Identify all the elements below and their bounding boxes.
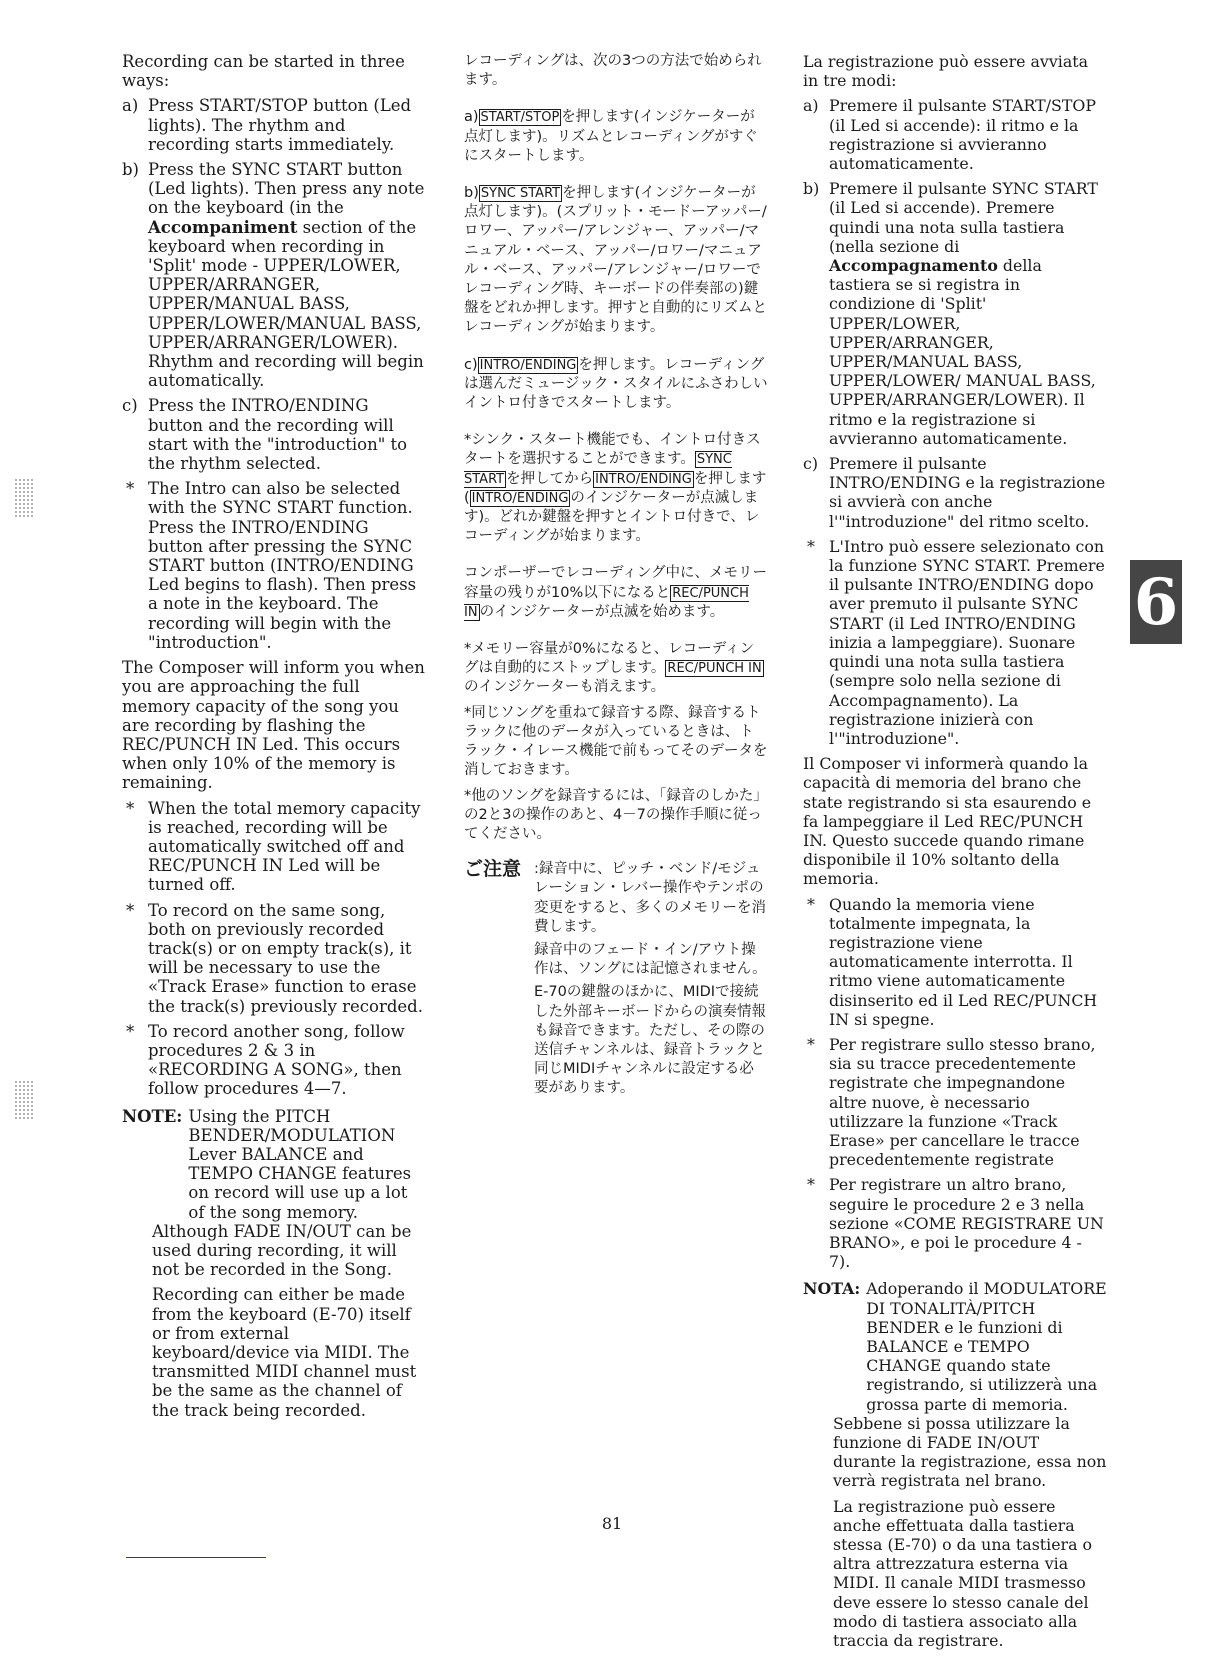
ja-step-b: b) SYNC START を押します(インジケーターが点灯します)。(スプリット・モードーアッパー/ロワー、アッパー/アレンジャー、アッパー/マニュアル・ベース、アッパー/ロワー/マニュアル・ベース、アッパー/アレンジャー/ロワーでレコーディング時、キーボードの伴奏部の)鍵盤をどれか押します。押すと自動的にリズムとレコーディングが始まります。 [464,185,768,336]
it-note-midi: La registrazione può essere anche effettuata dalla tastiera stessa (E-70) o da una tastiera o altra attrezzatura esterna via MIDI. Il canale MIDI trasmesso deve essere lo stesso canale del modo di tastiera associato alla traccia da registrare. [833,1496,1093,1651]
en-step-a: a) Press START/STOP button (Led lights). The rhythm and recording starts immediately. [122,96,412,154]
en-step-b: b) Press the SYNC START button (Led lights). Then press any note on the keyboard (in the Accompaniment section of the keyboard when recording in 'Split' mode - UPPER/LOWER, UPPER/ARRANGER, UPPER/MANUAL BASS, UPPER/LOWER/MANUAL BASS, UPPER/ARRANGER/LOWER). Rhythm and recording will begin automatically. [122,160,425,391]
it-step-a: a) Premere il pulsante START/STOP (il Led si accende): il ritmo e la registrazione si avvieranno automaticamente. [803,96,1096,174]
en-intro: Recording can be started in three ways: [122,52,405,91]
scan-speck [14,1080,34,1120]
it-note-memory-full: * Quando la memoria viene totalmente impegnata, la registrazione viene automaticamente interrotta. Il ritmo viene automaticamente disinserito ed il Led REC/PUNCH IN si spegne. [807,894,1098,1029]
ja-step-a: a) START/STOP を押します(インジケーターが点灯します)。リズムとレコーディングがすぐにスタートします。 [464,109,758,164]
it-note-intro-sync: * L'Intro può essere selezionato con la funzione SYNC START. Premere il pulsante INTRO/ENDING dopo aver premuto il pulsante SYNC START (il Led INTRO/ENDING inizia a lampeggiare). Suonare quindi una nota sulla tastiera (sempre solo nella sezione di Accompagnamento). La registrazione inizierà con l'"introduzione". [807,536,1105,748]
italian-column [803,52,1107,1656]
it-composer-paragraph: Il Composer vi informerà quando la capacità di memoria del brano che state registrando si sta esaurendo e fa lampeggiare il Led REC/PUNCH IN. Questo succede quando rimane disponibile il 10% soltanto della memoria. [803,754,1092,889]
en-note-fade: Although FADE IN/OUT can be used during recording, it will not be recorded in the Song. [152,1221,412,1280]
en-step-c: c) Press the INTRO/ENDING button and the recording will start with the "introduction" to the rhythm selected. [122,396,408,474]
ja-composer-paragraph: コンポーザーでレコーディング中に、メモリー容量の残りが10%以下になると REC/PUNCH IN のインジケーターが点滅を始めます。 [464,565,768,620]
rec-punch-in-button-ref: REC/PUNCH IN [464,585,749,620]
ja-note-intro-sync: *シンク・スタート機能でも、イントロ付きスタートを選択することができます。 SYNC START を押してから INTRO/ENDING を押します( INTRO/ENDING のインジケーターが点滅します)。どれか鍵盤を押すとイントロ付きで、レコーディングが始まります。 [464,432,767,545]
en-note-label: NOTE: [122,1106,183,1126]
ja-intro: レコーディングは、次の3つの方法で始められます。 [464,53,762,89]
sync-start-button-ref: SYNC START [480,186,561,202]
intro-ending-button-ref: INTRO/ENDING [479,357,577,373]
en-note-memory-full: * When the total memory capacity is reached, recording will be automatically switched off and REC/PUNCH IN Led will be turned off. [126,798,421,895]
it-intro: La registrazione può essere avviata in tre modi: [803,52,1088,91]
start-stop-button-ref: START/STOP [480,110,560,126]
ja-caution-label: ご注意 [464,858,522,881]
footer-line [126,1557,266,1558]
it-note-track-erase: * Per registrare sullo stesso brano, sia su tracce precedentemente registrate che impegnandone altre nuove, è necessario utilizzare la funzione «Track Erase» per cancellare le tracce precedentemente registrate [807,1034,1096,1170]
scan-speck [14,478,34,518]
en-note-track-erase: * To record on the same song, both on previously recorded track(s) or on empty track(s), it will be necessary to use the «Track Erase» function to erase the track(s) previously recorded. [126,900,423,1016]
en-note-another-song: * To record another song, follow procedures 2 & 3 in «RECORDING A SONG», then follow procedures 4—7. [126,1021,405,1099]
ja-note-memory-full: *メモリー容量が0%になると、レコーディングは自動的にストップします。 REC/PUNCH INのインジケーターも消えます。 [464,641,762,696]
en-note-midi: Recording can either be made from the keyboard (E-70) itself or from external keyboard/device via MIDI. The transmitted MIDI channel must be the same as the channel of the track being recorded. [152,1285,417,1420]
ja-note-track-erase: *同じソングを重ねて録音する際、録音するトラックに他のデータが入っているときは、トラック・イレース機能で前もってそのデータを消しておきます。 [464,704,768,779]
ja-step-c: c) INTRO/ENDING を押します。レコーディングは選んだミュージック・スタイルにふさわしいイントロ付きでスタートします。 [464,356,768,412]
chapter-tab: 6 [1130,560,1182,644]
it-step-b: b) Premere il pulsante SYNC START (il Led si accende). Premere quindi una nota sulla tastiera (nella sezione di Accompagnamento della tastiera se si registra in condizione di 'Split' UPPER/LOWER, UPPER/ARRANGER, UPPER/MANUAL BASS, UPPER/LOWER/ MANUAL BASS, UPPER/ARRANGER/LOWER). Il ritmo e la registrazione si avvieranno automaticamente. [803,179,1098,448]
en-note-intro-sync: * The Intro can also be selected with the SYNC START function. Press the INTRO/ENDING button after pressing the SYNC START button (INTRO/ENDING Led begins to flash). Then press a note in the keyboard. The recording will begin with the "introduction". [126,479,417,652]
it-step-c: c) Premere il pulsante INTRO/ENDING e la registrazione si avvierà con anche l'"introduzione" del ritmo scelto. [803,454,1106,531]
japanese-column [464,52,768,1103]
english-column [122,52,428,1426]
it-note-fade: Sebbene si possa utilizzare la funzione di FADE IN/OUT durante la registrazione, essa non verrà registrata nel brano. [833,1413,1107,1491]
ja-caution-block: ご注意 :録音中に、ピッチ・ベンド/モジュレーション・レバー操作やテンポの変更をすると、多くのメモリーを消費します。 録音中のフェード・イン/アウト操作は、ソングには記憶されません。 E-70の鍵盤のほかに、MIDIで接続した外部キーボードからの演奏情報も録音できます。ただし、その際の送信チャンネルは、録音トラックと同じMIDIチャンネルに設定する必要があります。 [464,860,768,1102]
it-note-another-song: * Per registrare un altro brano, seguire le procedure 2 e 3 nella sezione «COME REGISTRARE UN BRANO», e poi le procedure 4 - 7). [807,1175,1104,1272]
it-note-block: NOTA: Adoperando il MODULATORE DI TONALITÀ/PITCH BENDER e le funzioni di BALANCE e TEMPO CHANGE quando state registrando, si utilizzerà una grossa parte di memoria. [803,1279,1107,1414]
en-composer-paragraph: The Composer will inform you when you are approaching the full memory capacity of the song you are recording by flashing the REC/PUNCH IN Led. This occurs when only 10% of the memory is remaining. [122,658,425,793]
ja-note-another-song: *他のソングを録音するには、「録音のしかた」の2と3の操作のあと、4－7の操作手順に従ってください。 [464,787,768,842]
it-note-label: NOTA: [803,1279,861,1299]
en-note-block: NOTE: Using the PITCH BENDER/MODULATION Lever BALANCE and TEMPO CHANGE features on record will use up a lot of the song memory. [122,1106,412,1222]
page-number: 81 [601,1514,623,1533]
